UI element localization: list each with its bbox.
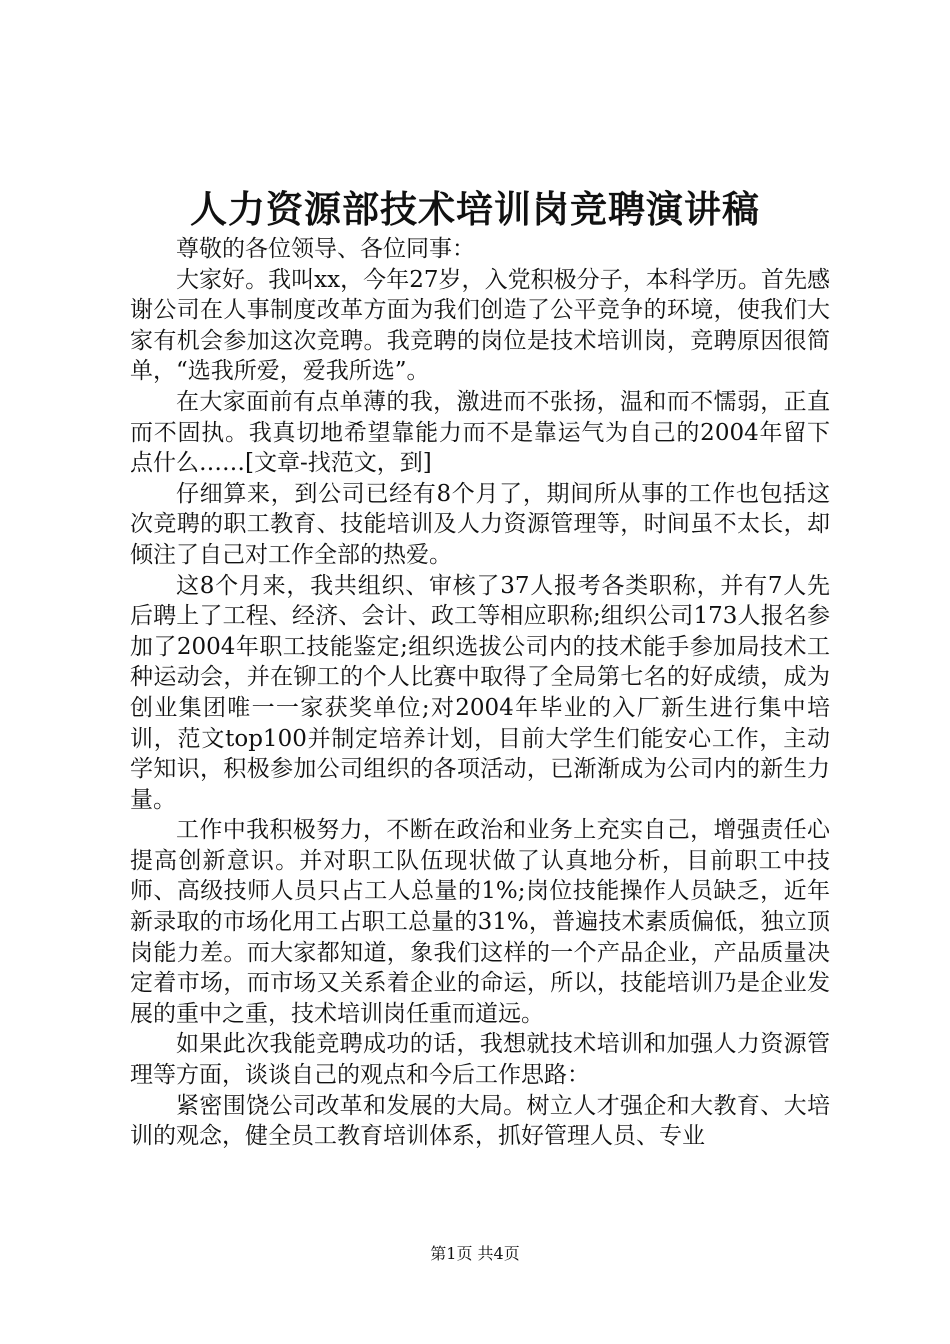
paragraph-work-experience: 仔细算来，到公司已经有8个月了，期间所从事的工作也包括这次竞聘的职工教育、技能培训及人力资源管理等，时间虽不太长，却倾注了自己对工作全部的热爱。 — [130, 480, 830, 568]
document-title: 人力资源部技术培训岗竞聘演讲稿 — [190, 187, 760, 231]
paragraph-analysis: 工作中我积极努力，不断在政治和业务上充实自己，增强责任心提高创新意识。并对职工队伍现状做了认真地分析，目前职工中技师、高级技师人员只占工人总量的1%;岗位技能操作人员缺乏，近年新录取的市场化用工占职工总量的31%，普遍技术素质偏低，独立顶岗能力差。而大家都知道，象我们这样的一个产品企业，产品质量决定着市场，而市场又关系着企业的命运，所以，技能培训乃是企业发展的重中之重，技术培训岗任重而道远。 — [130, 817, 830, 1027]
page-footer: 第1页 共4页 — [430, 1244, 520, 1263]
document-body — [130, 234, 830, 1152]
paragraph-achievements: 这8个月来，我共组织、审核了37人报考各类职称，并有7人先后聘上了工程、经济、会计、政工等相应职称;组织公司173人报名参加了2004年职工技能鉴定;组织选拔公司内的技术能手参加局技术工种运动会，并在铆工的个人比赛中取得了全局第七名的好成绩，成为创业集团唯一一家获奖单位;对2004年毕业的入厂新生进行集中培训，范文top100并制定培养计划，目前大学生们能安心工作，主动学知识，积极参加公司组织的各项活动，已渐渐成为公司内的新生力量。 — [130, 572, 830, 813]
paragraph-introduction: 大家好。我叫xx，今年27岁，入党积极分子，本科学历。首先感谢公司在人事制度改革方面为我们创造了公平竞争的环境，使我们大家有机会参加这次竞聘。我竞聘的岗位是技术培训岗，竞聘原因很简单，“选我所爱，爱我所选”。 — [130, 266, 830, 385]
paragraph-self-description: 在大家面前有点单薄的我，激进而不张扬，温和而不懦弱，正直而不固执。我真切地希望靠能力而不是靠运气为自己的2004年留下点什么……[文章-找范文，到] — [130, 388, 830, 477]
paragraph-plan-first-point: 紧密围饶公司改革和发展的大局。树立人才强企和大教育、大培训的观念，健全员工教育培训体系，抓好管理人员、专业 — [130, 1092, 830, 1150]
paragraph-plan-intro: 如果此次我能竞聘成功的话，我想就技术培训和加强人力资源管理等方面，谈谈自己的观点和今后工作思路： — [130, 1031, 830, 1089]
paragraph-salutation: 尊敬的各位领导、各位同事： — [176, 236, 475, 262]
